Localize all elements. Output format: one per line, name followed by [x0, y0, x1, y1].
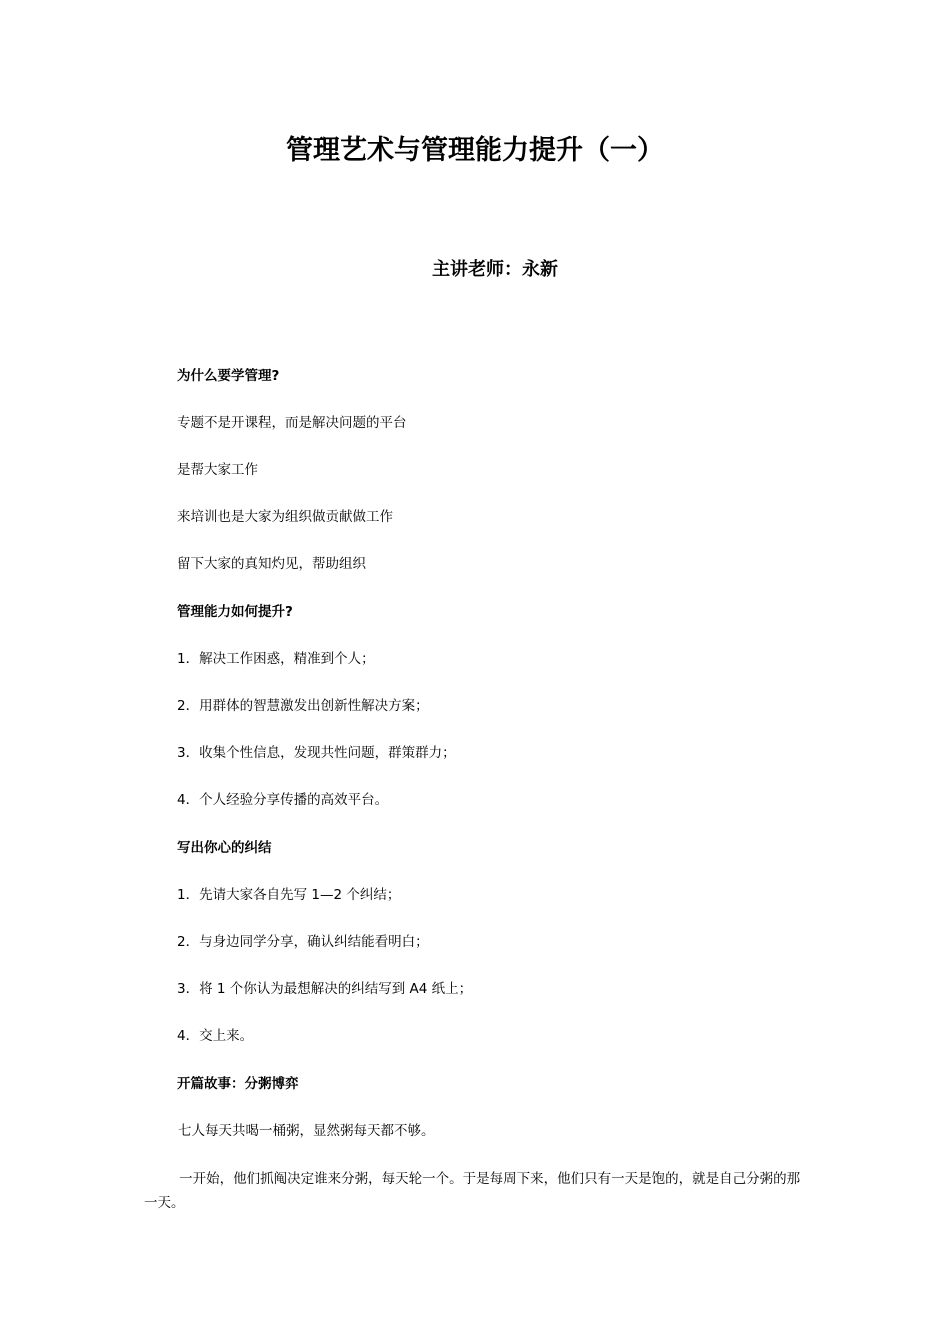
- body-line: 专题不是开课程，而是解决问题的平台: [177, 415, 407, 431]
- list-item: 3．将 1 个你认为最想解决的纠结写到 A4 纸上；: [177, 981, 473, 997]
- list-item: 1．先请大家各自先写 1—2 个纠结；: [177, 887, 401, 903]
- section-heading-opening-story: 开篇故事：分粥博弈: [177, 1076, 299, 1092]
- document-author: 主讲老师：永新: [432, 259, 558, 280]
- list-item: 4．交上来。: [177, 1028, 254, 1044]
- list-item: 2．用群体的智慧激发出创新性解决方案；: [177, 698, 429, 714]
- document-title: 管理艺术与管理能力提升（一）: [286, 135, 664, 166]
- section-heading-improve: 管理能力如何提升?: [177, 604, 293, 620]
- list-item: 3．收集个性信息，发现共性问题，群策群力；: [177, 745, 456, 761]
- body-line: 留下大家的真知灼见，帮助组织: [177, 556, 366, 572]
- section-heading-why-learn: 为什么要学管理?: [177, 368, 280, 384]
- story-paragraph: 一开始，他们抓阄决定谁来分粥，每天轮一个。于是每周下来，他们只有一天是饱的，就是自己分粥的那一天。: [144, 1171, 801, 1211]
- body-line: 来培训也是大家为组织做贡献做工作: [177, 509, 393, 525]
- list-item: 1．解决工作困惑，精准到个人；: [177, 651, 375, 667]
- body-line: 是帮大家工作: [177, 462, 258, 478]
- section-heading-write-concerns: 写出你心的纠结: [177, 840, 272, 856]
- body-line: 七人每天共喝一桶粥，显然粥每天都不够。: [178, 1123, 435, 1139]
- list-item: 2．与身边同学分享，确认纠结能看明白；: [177, 934, 429, 950]
- list-item: 4．个人经验分享传播的高效平台。: [177, 792, 389, 808]
